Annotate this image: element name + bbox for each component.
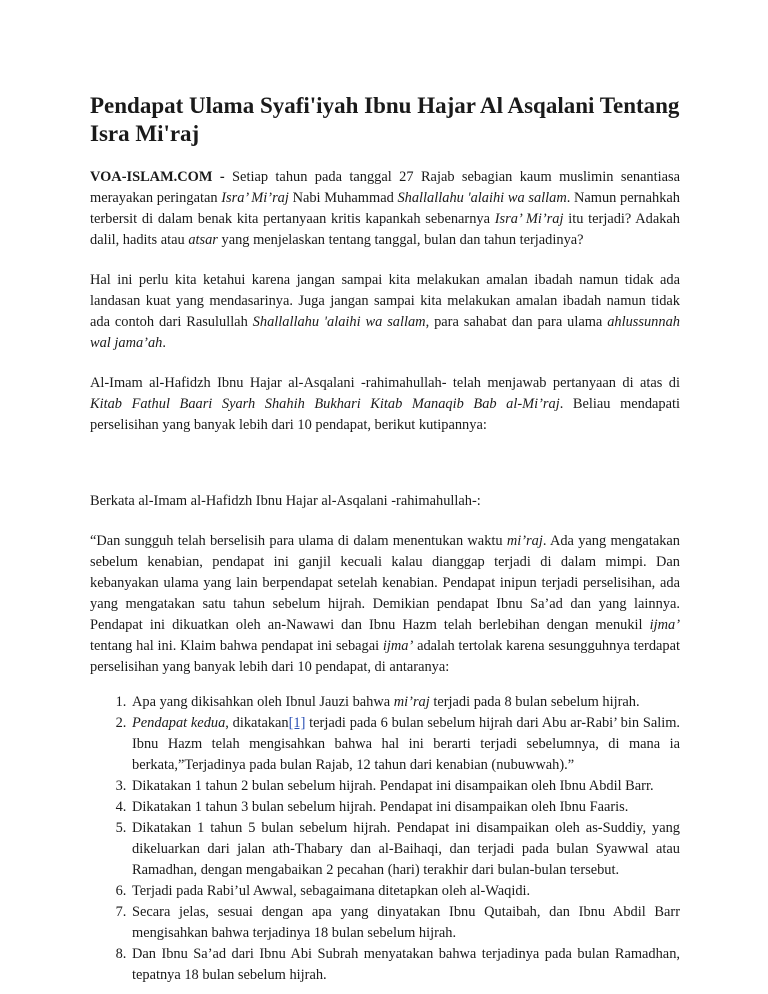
italic-term: mi’raj bbox=[506, 533, 543, 549]
list-item: 6. Terjadi pada Rabi’ul Awwal, sebagaimana ditetapkan oleh al-Waqidi. bbox=[130, 881, 680, 902]
list-item bbox=[130, 692, 680, 713]
italic-term: Isra’ Mi’raj bbox=[494, 211, 564, 227]
list-item: 8. Dan Ibnu Sa’ad dari Ibnu Abi Subrah menyatakan bahwa terjadinya pada bulan Ramadhan, tepatnya 18 bulan sebelum hijrah. bbox=[130, 944, 680, 986]
italic-term: ahlussunnah wal jama’ah bbox=[90, 314, 680, 351]
text: tentang hal ini. Klaim bahwa pendapat ini sebagai bbox=[90, 638, 383, 654]
blank-gap bbox=[90, 455, 680, 491]
text: itu terjadi? Adakah dalil, hadits atau bbox=[90, 211, 681, 248]
footnote-link[interactable]: [1] bbox=[288, 715, 306, 731]
text: Nabi Muhammad bbox=[288, 190, 398, 206]
text: Hal ini perlu kita ketahui karena jangan sampai kita melakukan amalan ibadah namun tidak ada landasan kuat yang mendasarinya. Juga jangan sampai kita melakukan amalan ibadah namun tidak ada contoh dari Rasulullah bbox=[90, 272, 680, 330]
paragraph-4: Berkata al-Imam al-Hafidzh Ibnu Hajar al-Asqalani -rahimahullah-: bbox=[90, 493, 481, 509]
italic-term: ijma’ bbox=[649, 617, 680, 633]
text: adalah tertolak karena sesungguhnya terdapat perselisihan yang banyak lebih dari 10 pendapat, di antaranya: bbox=[90, 638, 680, 675]
opinion-list bbox=[90, 692, 680, 986]
italic-term: Pendapat kedua bbox=[132, 715, 226, 731]
paragraph-3 bbox=[90, 373, 680, 436]
italic-term: mi’raj bbox=[393, 694, 430, 710]
paragraph-5 bbox=[90, 531, 680, 678]
text: , para sahabat dan para ulama bbox=[425, 314, 608, 330]
list-item bbox=[130, 713, 680, 776]
text: , dikatakan bbox=[225, 715, 289, 731]
text: . Namun pernahkah terbersit di dalam benak kita pertanyaan kritis kapankah sebenarnya bbox=[90, 190, 680, 227]
text: . Ada yang mengatakan sebelum kenabian, pendapat ini ganjil kecuali kalau dianggap terjadi di dalam mimpi. Dan kebanyakan ulama yang lain berpendapat setelah kenabian. Pendapat inipun terjadi perselisihan, ada yang mengatakan satu tahun sebelum hijrah. Demikian pendapat Ibnu Sa’ad dan yang lainnya. Pendapat ini dikuatkan oleh an-Nawawi dan Ibnu Hazm telah berlebihan dengan menukil bbox=[90, 533, 680, 633]
italic-term: Shallallahu 'alaihi wa sallam bbox=[397, 190, 567, 206]
text: Setiap tahun pada tanggal 27 Rajab sebagian kaum muslimin senantiasa merayakan peringatan bbox=[90, 169, 680, 206]
list-item: 3. Dikatakan 1 tahun 2 bulan sebelum hijrah. Pendapat ini disampaikan oleh Ibnu Abdil Barr. bbox=[130, 776, 680, 797]
article-title: Pendapat Ulama Syafi'iyah Ibnu Hajar Al Asqalani Tentang Isra Mi'raj bbox=[90, 93, 680, 146]
italic-term: ijma’ bbox=[382, 638, 414, 654]
text: . bbox=[162, 335, 166, 351]
italic-term: Isra’ Mi’raj bbox=[221, 190, 289, 206]
intro-paragraph bbox=[90, 167, 680, 251]
italic-term: atsar bbox=[188, 232, 218, 248]
text: Apa yang dikisahkan oleh Ibnul Jauzi bahwa bbox=[132, 694, 394, 710]
list-item: 5. Dikatakan 1 tahun 5 bulan sebelum hijrah. Pendapat ini disampaikan oleh as-Suddiy, yang dikeluarkan dari jalan ath-Thabary dan al-Baihaqi, dan terjadi pada bulan Syawwal atau Ramadhan, dengan mengabaikan 2 pecahan (hari) terakhir dari bulan-bulan tersebut. bbox=[130, 818, 680, 881]
text: yang menjelaskan tentang tanggal, bulan dan tahun terjadinya? bbox=[217, 232, 584, 248]
text: terjadi pada 8 bulan sebelum hijrah. bbox=[429, 694, 640, 710]
italic-term: Shallallahu 'alaihi wa sallam bbox=[252, 314, 426, 330]
text: “Dan sungguh telah berselisih para ulama di dalam menentukan waktu bbox=[90, 533, 507, 549]
text: terjadi pada 6 bulan sebelum hijrah dari Abu ar-Rabi’ bin Salim. Ibnu Hazm telah mengisahkan bahwa hal ini berarti terjadi sebelumnya, di mana ia berkata,”Terjadinya pada bulan Rajab, 12 tahun dari kenabian (nubuwwah).” bbox=[132, 715, 680, 773]
list-item: 7. Secara jelas, sesuai dengan apa yang dinyatakan Ibnu Qutaibah, dan Ibnu Abdil Barr mengisahkan bahwa terjadinya 18 bulan sebelum hijrah. bbox=[130, 902, 680, 944]
italic-term: Kitab Fathul Baari Syarh Shahih Bukhari Kitab Manaqib Bab al-Mi’raj bbox=[90, 396, 560, 412]
source-label: VOA-ISLAM.COM - bbox=[90, 169, 225, 185]
text: . Beliau mendapati perselisihan yang banyak lebih dari 10 pendapat, berikut kutipannya: bbox=[90, 396, 681, 433]
paragraph-2 bbox=[90, 270, 680, 354]
text: Al-Imam al-Hafidzh Ibnu Hajar al-Asqalani -rahimahullah- telah menjawab pertanyaan di atas di bbox=[90, 375, 680, 391]
list-item: 4. Dikatakan 1 tahun 3 bulan sebelum hijrah. Pendapat ini disampaikan oleh Ibnu Faaris. bbox=[130, 797, 680, 818]
